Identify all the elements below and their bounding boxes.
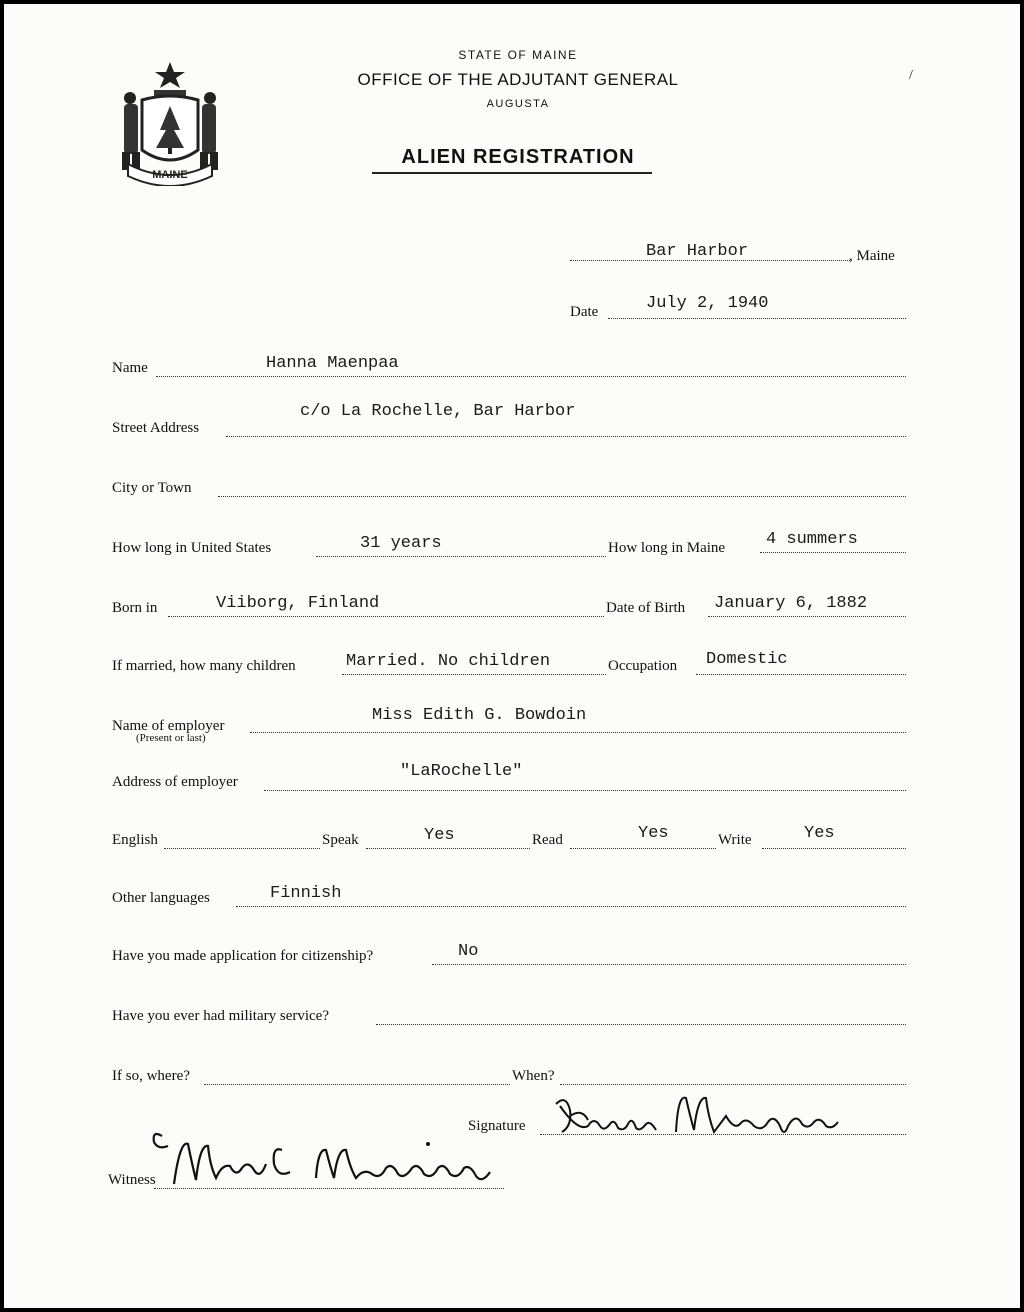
employer-line (250, 732, 906, 733)
occupation-value: Domestic (706, 650, 788, 669)
signature-label: Signature (468, 1118, 526, 1134)
born-line (168, 616, 604, 617)
street-value: c/o La Rochelle, Bar Harbor (300, 402, 576, 421)
place-label: , Maine (849, 248, 895, 264)
applicant-signature (548, 1086, 858, 1156)
where-line (204, 1084, 510, 1085)
other-languages-value: Finnish (270, 884, 342, 903)
dob-label: Date of Birth (606, 600, 686, 616)
other-languages-label: Other languages (112, 890, 210, 906)
born-label: Born in (112, 600, 158, 616)
witness-signature (144, 1120, 504, 1200)
speak-line (366, 848, 530, 849)
speak-value: Yes (424, 826, 455, 845)
citizenship-label: Have you made application for citizenship? (112, 948, 374, 964)
other-languages-line (236, 906, 906, 907)
read-value: Yes (638, 824, 669, 843)
employer-address-line (264, 790, 906, 791)
registration-form (4, 4, 1020, 1308)
employer-address-value: "LaRochelle" (400, 762, 523, 781)
street-label: Street Address (112, 420, 200, 436)
name-label: Name (112, 360, 148, 376)
state-heading: STATE OF MAINE (458, 48, 578, 62)
children-value: Married. No children (346, 652, 551, 671)
date-label: Date (570, 304, 599, 320)
military-line (376, 1024, 906, 1025)
employer-value: Miss Edith G. Bowdoin (372, 706, 587, 725)
occupation-label: Occupation (608, 658, 678, 674)
city-label: City or Town (112, 480, 192, 496)
maine-time-value: 4 summers (766, 530, 858, 549)
office-heading: OFFICE OF THE ADJUTANT GENERAL (357, 70, 679, 89)
write-label: Write (718, 832, 752, 848)
citizenship-line (432, 964, 906, 965)
military-label: Have you ever had military service? (112, 1008, 329, 1024)
seal-banner-text: MAINE (152, 169, 188, 181)
us-time-line (316, 556, 606, 557)
children-line (342, 674, 606, 675)
dob-line (708, 616, 906, 617)
english-line (164, 848, 320, 849)
where-label: If so, where? (112, 1068, 190, 1084)
employer-sublabel: (Present or last) (136, 732, 206, 744)
corner-mark: / (909, 68, 913, 83)
us-time-label: How long in United States (112, 540, 272, 556)
city-line (218, 496, 906, 497)
us-time-value: 31 years (360, 534, 442, 553)
speak-label: Speak (322, 832, 359, 848)
employer-address-label: Address of employer (112, 774, 238, 790)
city-heading: AUGUSTA (486, 98, 550, 110)
write-value: Yes (804, 824, 835, 843)
born-value: Viiborg, Finland (216, 594, 380, 613)
occupation-line (696, 674, 906, 675)
when-line (560, 1084, 906, 1085)
maine-time-label: How long in Maine (608, 540, 726, 556)
when-label: When? (512, 1068, 555, 1084)
employer-label: Name of employer (112, 718, 225, 734)
citizenship-value: No (458, 942, 479, 961)
place-value: Bar Harbor (646, 242, 749, 261)
read-line (570, 848, 716, 849)
witness-label: Witness (108, 1172, 156, 1188)
street-line (226, 436, 906, 437)
form-title: ALIEN REGISTRATION (401, 146, 635, 168)
name-line (156, 376, 906, 377)
date-line (608, 318, 906, 319)
maine-time-line (760, 552, 906, 553)
read-label: Read (532, 832, 563, 848)
title-underline (372, 172, 652, 174)
write-line (762, 848, 906, 849)
english-label: English (112, 832, 158, 848)
date-value: July 2, 1940 (646, 294, 769, 313)
children-label: If married, how many children (112, 658, 296, 674)
dob-value: January 6, 1882 (714, 594, 868, 613)
name-value: Hanna Maenpaa (266, 354, 399, 373)
